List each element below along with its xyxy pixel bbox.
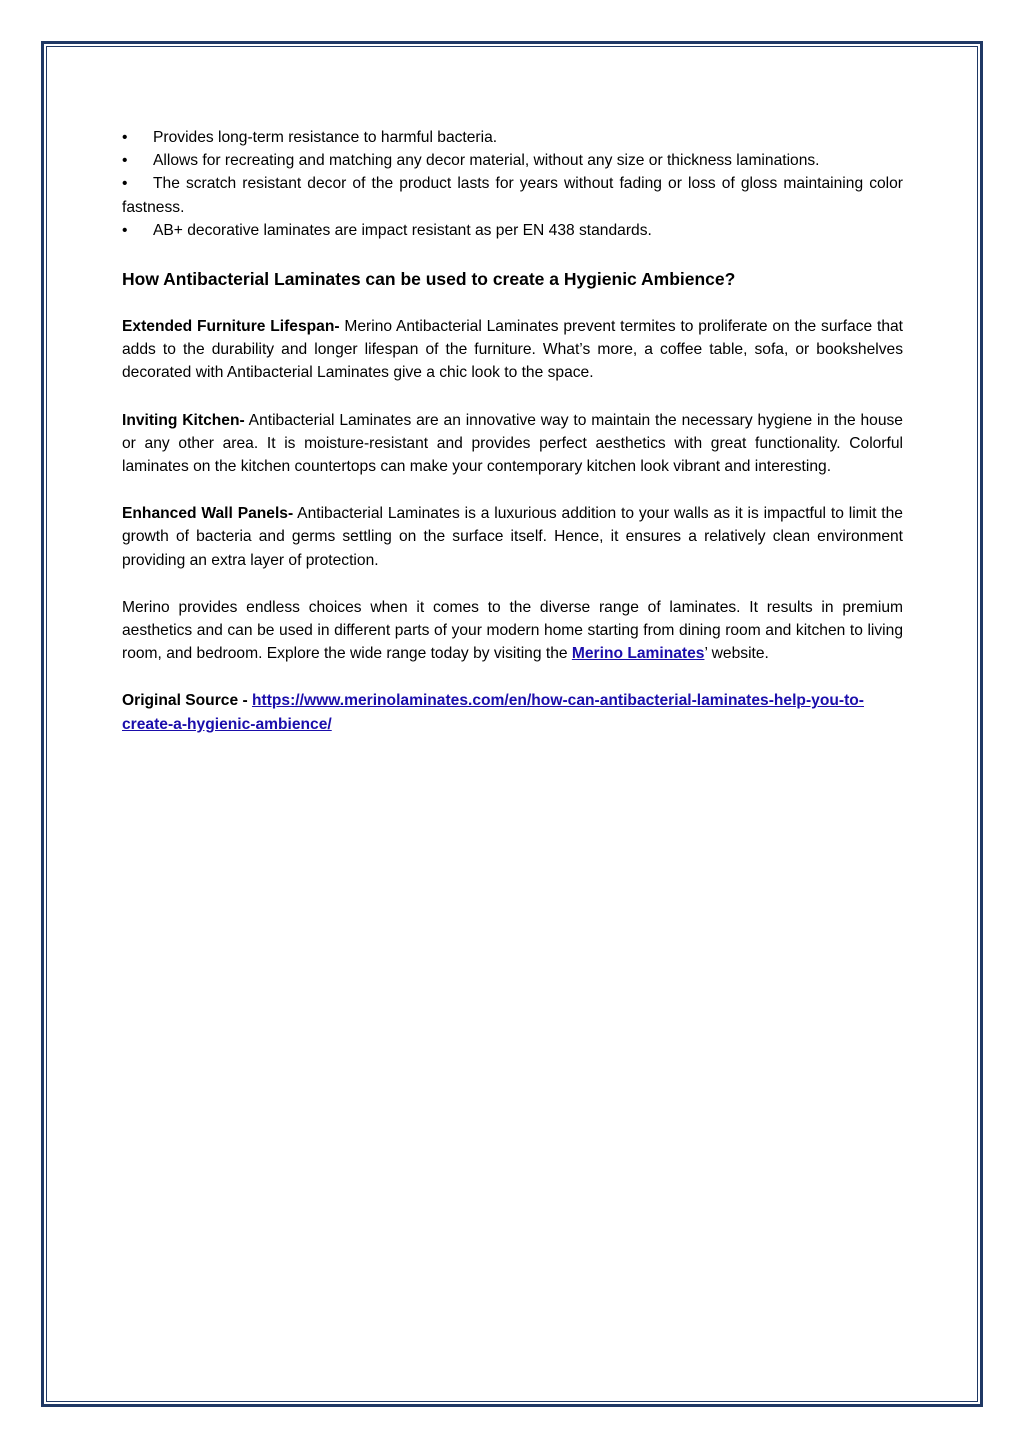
paragraph-lead: Inviting Kitchen- bbox=[122, 411, 245, 429]
paragraph-inviting-kitchen bbox=[122, 409, 903, 479]
paragraph-text: ’ website. bbox=[704, 645, 769, 663]
source-url-link[interactable]: https://www.merinolaminates.com/en/how-can-antibacterial-laminates-help-you-to-create-a-hygienic-ambience/ bbox=[122, 692, 864, 733]
list-item bbox=[122, 126, 903, 149]
feature-list bbox=[122, 126, 903, 242]
list-item bbox=[122, 149, 903, 172]
list-item-text: The scratch resistant decor of the product lasts for years without fading or loss of gloss maintaining color fastness. bbox=[122, 175, 903, 216]
paragraph-lead: Enhanced Wall Panels- bbox=[122, 505, 294, 523]
paragraph-text: Antibacterial Laminates is a luxurious addition to your walls as it is impactful to limit the growth of bacteria and germs settling on the surface itself. Hence, it ensures a relatively clean environment providing an extra layer of protection. bbox=[122, 505, 903, 569]
bullet-icon: • bbox=[122, 129, 128, 146]
list-item-text: Allows for recreating and matching any decor material, without any size or thickness laminations. bbox=[153, 152, 820, 170]
paragraph-lead: Extended Furniture Lifespan- bbox=[122, 318, 340, 336]
section-heading: How Antibacterial Laminates can be used to create a Hygienic Ambience? bbox=[122, 269, 736, 290]
paragraph-wall-panels bbox=[122, 502, 903, 572]
source-label: Original Source - bbox=[122, 692, 252, 710]
paragraph-furniture-lifespan bbox=[122, 315, 903, 385]
paragraph-closing bbox=[122, 596, 903, 666]
list-item-text: Provides long-term resistance to harmful bacteria. bbox=[153, 129, 498, 146]
bullet-icon: • bbox=[122, 152, 128, 170]
document-body bbox=[122, 126, 903, 760]
paragraph-text: Merino provides endless choices when it comes to the diverse range of laminates. It results in premium aesthetics and can be used in different parts of your modern home starting from dining room and kitchen to living room, and bedroom. Explore the wide range today by visiting the bbox=[122, 598, 903, 663]
list-item bbox=[122, 219, 903, 242]
paragraph-text: Merino Antibacterial Laminates prevent termites to proliferate on the surface that adds to the durability and longer lifespan of the furniture. What’s more, a coffee table, sofa, or bookshelves decorated with Antibacterial Laminates give a chic look to the space. bbox=[122, 318, 903, 382]
paragraph-text: Antibacterial Laminates are an innovative way to maintain the necessary hygiene in the house or any other area. It is moisture-resistant and provides perfect aesthetics with great functionality. Colorful laminates on the kitchen countertops can make your contemporary kitchen look vibrant and interesting. bbox=[122, 411, 903, 476]
bullet-icon: • bbox=[122, 175, 128, 193]
merino-laminates-link[interactable]: Merino Laminates bbox=[571, 645, 705, 663]
list-item bbox=[122, 172, 903, 218]
original-source bbox=[122, 689, 903, 735]
list-item-text: AB+ decorative laminates are impact resistant as per EN 438 standards. bbox=[153, 221, 652, 239]
bullet-icon: • bbox=[122, 221, 128, 239]
